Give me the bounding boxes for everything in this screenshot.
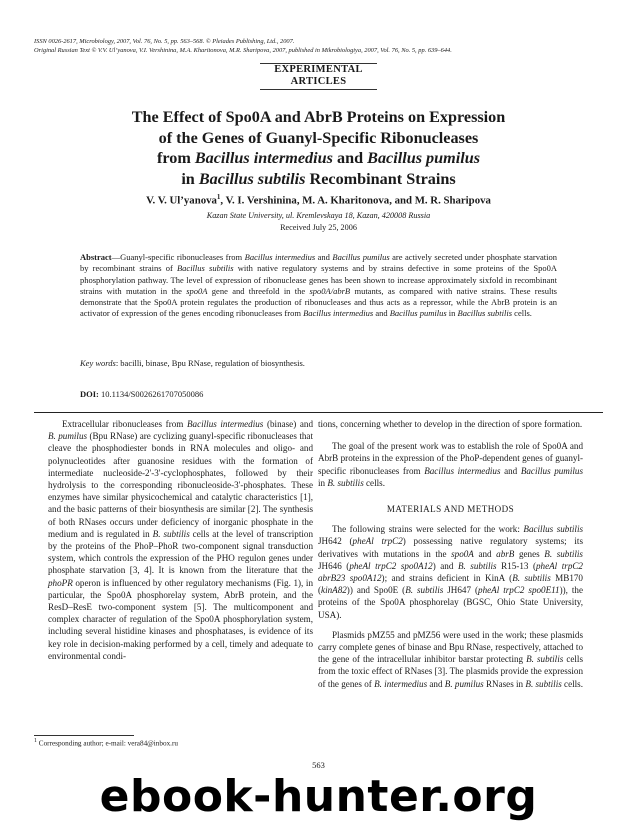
section-rule-bottom: [260, 89, 377, 90]
abstract-italic: spo0A: [186, 285, 208, 296]
body-text: RNases in: [483, 678, 526, 689]
author-names: , V. I. Vershinina, M. A. Kharitonova, and M. R. Sharipova: [220, 194, 491, 207]
body-italic: B. pumilus: [444, 678, 484, 689]
author-name: V. V. Ul’yanova: [146, 194, 217, 207]
footnote-mark: 1: [34, 738, 37, 744]
left-column: [48, 418, 313, 662]
abstract-text: with native regulatory systems and by strains defective in some proteins of the Spo0A phosphorylation pathway. The level of expression of ribonuclease genes has been shown to increase approximately sixfold in recombinant strains with mutation in the: [80, 263, 557, 296]
header-line-1: ISSN 0026-2617, Microbiology, 2007, Vol. 76, No. 5, pp. 563–568. © Pleiades Publishing, Ltd., 2007.: [34, 38, 295, 45]
plasmids-paragraph: [318, 629, 583, 690]
abstract-text: cells.: [512, 308, 532, 319]
right-column: [318, 418, 583, 690]
title-line-4: [60, 169, 577, 190]
title-line-3: [60, 148, 577, 169]
body-text: The following strains were selected for the work:: [332, 524, 524, 535]
authors: [0, 193, 637, 207]
abstract-italic: spo0A/abrB: [309, 285, 351, 296]
body-text: (Bpu RNase) are cyclizing guanyl-specific ribonucleases that cleave the phosphodiester bonds in RNA molecules and oligo- and polynucleotides after guanosine residues with the formation of intermediate nucleoside-2'-3'-cyclophosphates, followed by their hydrolysis to the corresponding ribonucleoside-3'-phosphates. These enzymes have similar physicochemical and catalytic characteristics [1], and the basic patterns of their biosynthesis are similar [2]. The synthesis of both RNases occurs under deficiency of inorganic phosphate in the medium and is regulated in: [48, 431, 313, 539]
body-italic: Bacillus intermedius: [424, 465, 501, 476]
article-title: [60, 107, 577, 189]
body-italic: Bacillus pumilus: [520, 465, 583, 476]
body-text: Extracellular ribonucleases from: [62, 419, 187, 429]
body-italic: B. subtilis: [327, 477, 364, 488]
body-text: cells at the level of transcription by the proteins of the PhoP–PhoR two-component signal transduction system, which controls the expression of the PHO regulon genes under phosphate starvation [3, 4]. It is known from the literature that the: [48, 528, 313, 576]
doi: [80, 389, 557, 399]
body-text: operon is influenced by other regulatory mechanisms (Fig. 1), in particular, the Spo0A phosphorelay system, AbrB protein, and the ResD–ResE two-component system [5]. The multicomponent and complex character of regulation of the Spo0A phosphorylation system, including several histidine kinases and phosphatases, is evidence of its key role in decision-making performed by a cell, timely and adequate to environmental condi-: [48, 577, 313, 661]
keywords-label: Key words: [80, 358, 116, 368]
page-number: 563: [312, 760, 325, 770]
abstract-text: —Guanyl-specific ribonucleases from: [111, 252, 245, 262]
body-text: ); and strains deficient in KinA (: [381, 573, 513, 584]
body-italic: B. subtilis: [544, 548, 583, 559]
footnote-rule: [34, 735, 134, 736]
body-text: cells.: [363, 477, 385, 488]
intro-paragraph: [48, 418, 313, 662]
body-italic: Bacillus intermedius: [186, 419, 264, 429]
body-text: )), the proteins of the Spo0A phosphorelay (BGSC, Ohio State University, USA).: [318, 585, 583, 620]
keywords-text: : bacilli, binase, Bpu RNase, regulation of biosynthesis.: [115, 358, 305, 368]
body-italic: B. subtilis: [512, 573, 551, 584]
methods-heading: MATERIALS AND METHODS: [386, 504, 515, 515]
body-text: JH642 (: [318, 536, 353, 547]
abstract: [80, 252, 557, 320]
body-italic: kinA82: [321, 585, 347, 596]
body-italic: abrB: [496, 548, 515, 559]
abstract-italic: Bacillus subtilis: [457, 308, 513, 319]
body-italic: B. pumilus: [48, 431, 88, 442]
doi-label: DOI:: [80, 389, 99, 399]
body-text: The goal of the present work was to establish the role of Spo0A and AbrB proteins in the expression of the PhoP-dependent genes of guanyl-specific ribonucleases from: [318, 441, 583, 476]
title-line-2: of the Genes of Guanyl-Specific Ribonucleases: [158, 128, 479, 147]
title-species: Bacillus intermedius: [194, 149, 333, 167]
body-italic: B. subtilis: [457, 560, 497, 571]
body-italic: B. subtilis: [525, 678, 562, 689]
body-italic: Bacillus subtilis: [523, 524, 584, 535]
footnote-text: Corresponding author; e-mail: vera84@inbox.ru: [37, 739, 178, 748]
abstract-italic: Bacillus pumilus: [389, 308, 447, 319]
author-footnote-mark: 1: [216, 193, 221, 201]
doi-link[interactable]: 10.1134/S0026261707050086: [98, 389, 204, 399]
body-text: cells.: [561, 678, 583, 689]
body-text: JH646 (: [318, 560, 350, 571]
body-text: and: [427, 678, 445, 689]
body-text: Plasmids pMZ55 and pMZ56 were used in the work; these plasmids carry complete genes of binase and Bpu RNase, respectively, attached to the gene of the intracellular inhibitor barstar protecting: [318, 629, 583, 665]
body-text: MB170 (: [318, 573, 583, 596]
title-text: from: [156, 149, 195, 167]
goal-paragraph: [318, 440, 583, 489]
title-text: in: [181, 169, 199, 188]
keywords: [80, 358, 557, 368]
abstract-italic: Bacillus subtilis: [176, 263, 234, 274]
abstract-text: and: [315, 252, 333, 262]
body-italic: pheAl trpC2 abrB23 spo0A12: [318, 560, 583, 584]
body-text: )) and Spo0E (: [346, 585, 406, 596]
body-text: ) possessing native regulatory systems; its derivatives with mutations in the: [318, 536, 583, 559]
abstract-text: and: [373, 308, 390, 319]
watermark: ebook-hunter.org: [99, 771, 538, 822]
title-species: Bacillus pumilus: [367, 149, 481, 167]
body-italic: B. intermedius: [374, 678, 428, 689]
header-line-2: Original Russian Text © V.V. Ul’yanova, V.I. Vershinina, M.A. Kharitonova, M.R. Sharipova, 2007, published in Mikrobiologiya, 2007, Vol. 76, No. 5, pp. 639–644.: [34, 47, 452, 54]
abstract-text: gene and threefold in the: [207, 285, 310, 296]
affiliation: Kazan State University, ul. Kremlevskaya 18, Kazan, 420008 Russia: [206, 211, 431, 220]
body-italic: pheAl trpC2 spo0A12: [349, 560, 433, 571]
body-italic: spo0A: [451, 548, 474, 559]
title-species: Bacillus subtilis: [198, 169, 306, 188]
abstract-text: mutants, as compared with native strains. These results demonstrate that the Spo0A protein regulates the production of ribonucleases and thus acts as a repressor, while the AbrB protein is an activator of expression of the genes encoding ribonucleases from: [80, 285, 557, 319]
continued-paragraph: tions, concerning whether to develop in the direction of spore formation.: [318, 419, 583, 429]
body-text: ) and: [432, 560, 458, 571]
title-text: Recombinant Strains: [305, 169, 456, 188]
body-italic: pheAl trpC2: [352, 536, 403, 547]
body-text: genes: [514, 548, 545, 559]
abstract-italic: Bacillus intermedius: [303, 308, 374, 319]
title-line-1: The Effect of Spo0A and AbrB Proteins on Expression: [131, 108, 506, 126]
section-label-line-2: ARTICLES: [290, 76, 347, 87]
strains-paragraph: [318, 523, 583, 621]
body-text: R15-13 (: [496, 560, 536, 571]
body-italic: B. subtilis: [152, 528, 190, 539]
journal-header: [34, 37, 614, 55]
abstract-italic: Bacillus intermedius: [244, 252, 316, 262]
body-italic: pheAl trpC2 spo0E11: [478, 585, 560, 596]
footnote: [34, 738, 178, 747]
abstract-label: Abstract: [80, 252, 112, 262]
body-text: cells from the toxic effect of RNases [3]. The plasmids provide the expression of the genes of: [318, 654, 583, 689]
header-divider: [34, 412, 603, 413]
body-text: and: [473, 548, 497, 559]
body-italic: B. subtilis: [526, 654, 564, 665]
body-italic: B. subtilis: [405, 585, 444, 596]
body-italic: phoPR: [48, 577, 73, 588]
body-text: and: [500, 465, 521, 476]
received-date: Received July 25, 2006: [280, 223, 357, 232]
title-text: and: [332, 149, 368, 167]
body-text: in: [318, 477, 328, 488]
body-text: JH647 (: [443, 585, 479, 596]
body-text: (binase) and: [263, 419, 313, 429]
abstract-italic: Bacillus pumilus: [332, 252, 390, 262]
abstract-text: are actively secreted under phosphate starvation by recombinant strains of: [80, 252, 557, 274]
section-label-line-1: EXPERIMENTAL: [274, 64, 363, 75]
abstract-text: in: [446, 308, 458, 319]
